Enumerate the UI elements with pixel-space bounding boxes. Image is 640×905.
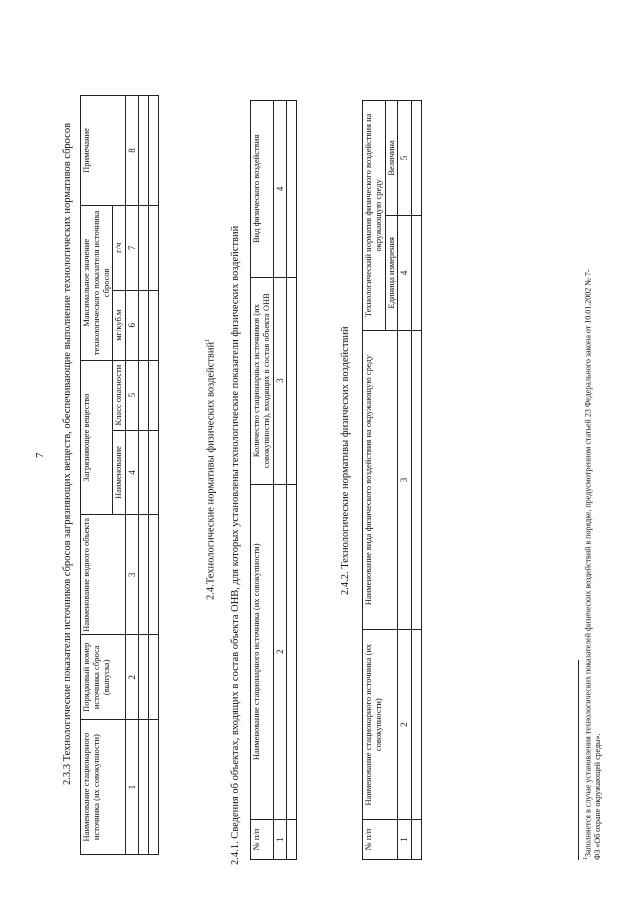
column-number: 2	[398, 630, 411, 820]
header-pollutant: Загрязняющее вещество	[81, 360, 113, 515]
column-number: 3	[398, 330, 411, 630]
header-note: Примечание	[81, 96, 126, 206]
column-number: 5	[126, 360, 139, 430]
header-source-name: Наименование стационарного источника (их совокупности)	[363, 630, 398, 820]
column-number: 8	[126, 96, 139, 206]
header-impact-type: Вид физического воздействия	[251, 101, 274, 278]
table-241	[250, 100, 297, 860]
header-value: Величина	[385, 101, 398, 216]
header-unit-gh: г/ч	[113, 205, 126, 290]
header-pollutant-name: Наименование	[113, 430, 126, 515]
column-number: 3	[273, 277, 286, 484]
column-number: 1	[273, 820, 286, 860]
header-unit-mg: мг/куб.м	[113, 290, 126, 360]
column-number: 4	[126, 430, 139, 515]
header-no: № п/п	[251, 820, 274, 860]
table-row	[411, 101, 421, 860]
column-number: 5	[398, 101, 411, 216]
footnote: $^1$Заполняется в случае установления технологических показателей физических воздействий в порядке, предусмотренном статьей 23 Федерального закона от 10.01.2002 № 7-ФЗ «Об охране окружающей среды».	[583, 269, 603, 860]
header-impact-type-name: Наименование вида физического воздействия на окружающую среду	[363, 330, 398, 630]
column-number: 3	[126, 515, 139, 635]
column-number: 2	[273, 484, 286, 820]
header-hazard-class: Класс опасности	[113, 360, 126, 430]
table-233	[80, 95, 159, 855]
table-row	[139, 96, 149, 855]
section-242-title: 2.4.2. Технологические нормативы физических воздействий	[340, 326, 351, 595]
column-number: 7	[126, 205, 139, 290]
header-normative: Технологический норматив физического воздействия на окружающую среду	[363, 101, 386, 331]
page-number: 7	[34, 452, 46, 458]
column-number: 4	[398, 215, 411, 330]
header-water-body: Наименование водного объекта	[81, 515, 126, 635]
table-row	[149, 96, 159, 855]
header-max-value: Максимальное значение технологического показателя источника сбросов	[81, 205, 113, 360]
column-number: 6	[126, 290, 139, 360]
header-source-name: Наименование стационарного источника (их совокупности)	[81, 720, 126, 855]
header-serial-number: Порядковый номер источника сброса (выпуска)	[81, 635, 126, 720]
column-number: 4	[273, 101, 286, 278]
section-24-title: 2.4.Технологические нормативы физических воздействий$^1$	[205, 338, 217, 600]
column-number: 2	[126, 635, 139, 720]
header-unit: Единица измерения	[385, 215, 398, 330]
column-number: 1	[398, 820, 411, 860]
column-number: 1	[126, 720, 139, 855]
header-source-name: Наименование стационарного источника (их совокупности)	[251, 484, 274, 820]
table-242	[362, 100, 422, 860]
footnote-divider	[578, 660, 579, 860]
section-233-title: 2.3.3 Технологические показатели источников сбросов загрязняющих веществ, обеспечивающие выполнение технологических нормативов сбросов	[62, 122, 73, 785]
section-241-title: 2.4.1. Сведения об объектах, входящих в состав объекта ОНВ, для которых установлены технологические показатели физических воздействий	[230, 225, 241, 865]
header-count: Количество стационарных источников (их совокупности), входящих в состав объекта ОНВ	[251, 277, 274, 484]
table-row	[286, 101, 296, 860]
header-no: № п/п	[363, 820, 398, 860]
